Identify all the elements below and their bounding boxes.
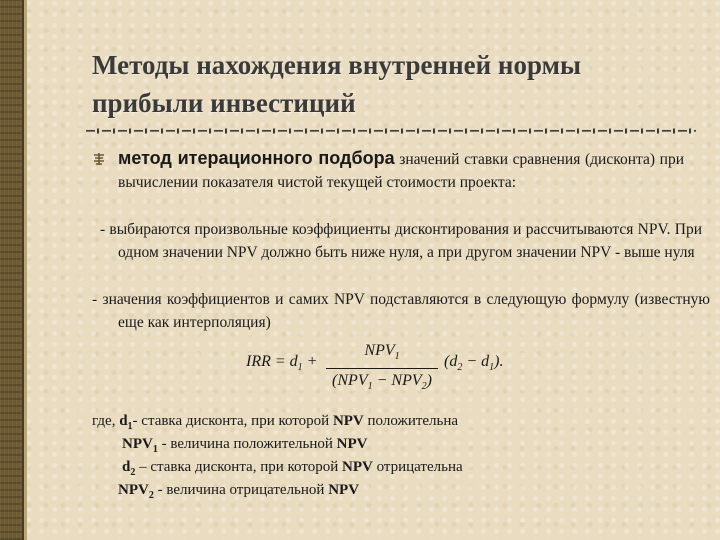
divider-tick: [225, 129, 227, 134]
divider-tick: [625, 129, 627, 134]
divider-tick: [337, 129, 339, 134]
divider-tick: [145, 129, 147, 134]
divider-tick: [481, 129, 483, 134]
divider-dash: [678, 130, 687, 132]
divider-tick: [657, 129, 659, 134]
divider-dash: [454, 130, 463, 132]
divider-dash: [310, 130, 319, 132]
divider-dash: [630, 130, 639, 132]
divider-tick: [465, 129, 467, 134]
bullet-lead: метод итерационного подбора: [118, 148, 395, 168]
divider-dash: [166, 130, 175, 132]
divider-tick: [593, 129, 595, 134]
legend-line-3: $d_2$ – ставка дисконта, при которой NPV отрицательна: [122, 459, 463, 478]
divider-dash: [582, 130, 591, 132]
legend-line-1: где, $d_1-$ ставка дисконта, при которой NPV положительна: [92, 413, 459, 432]
divider-tick: [369, 129, 371, 134]
divider-dash: [374, 130, 383, 132]
formula-fraction: [326, 340, 438, 399]
dash-item-2: [92, 288, 710, 334]
divider-dash: [534, 130, 543, 132]
divider-dash: [230, 130, 239, 132]
divider-tick: [193, 129, 195, 134]
divider-dash: [102, 130, 111, 132]
divider-dash: [214, 130, 223, 132]
divider-tick: [673, 129, 675, 134]
divider-dash: [406, 130, 415, 132]
divider-tick: [545, 129, 547, 134]
title-line-1: Методы нахождения внутренней нормы: [92, 50, 582, 80]
divider-dash: [118, 130, 127, 132]
divider-tick: [257, 129, 259, 134]
divider-tick: [497, 129, 499, 134]
divider-dash: [182, 130, 191, 132]
divider-tick: [529, 129, 531, 134]
divider-tick: [321, 129, 323, 134]
formula-lhs: IRR = $d_1$ +: [246, 353, 318, 374]
divider-tick: [577, 129, 579, 134]
divider-tick: [289, 129, 291, 134]
formula-rhs: $(d_2 - d_1)$.: [444, 353, 504, 374]
legend-line-2: $NPV_1$ - величина положительной NPV: [122, 436, 368, 455]
dash-item-1: [100, 218, 702, 264]
divider-dash: [86, 130, 95, 132]
divider-dash: [422, 130, 431, 132]
divider-dash: [486, 130, 495, 132]
title-line-2: прибыли инвестиций: [92, 88, 356, 118]
dash-item-1-text: - выбираются произвольные коэффициенты дисконтирования и рассчитываются NPV. При одном значении NPV должно быть ниже нуля, а при другом значении NPV - выше нуля: [100, 221, 702, 261]
legend-line-4: $NPV_2$ - величина отрицательной NPV: [118, 482, 360, 501]
tree-bullet-icon: [92, 152, 106, 166]
divider-tick: [641, 129, 643, 134]
divider-dash: [150, 130, 159, 132]
formula-numerator: $NPV_1$: [364, 342, 400, 363]
divider-tick: [609, 129, 611, 134]
divider-tick: [385, 129, 387, 134]
divider-dash: [694, 130, 696, 132]
divider-dash: [278, 130, 287, 132]
divider-dash: [262, 130, 271, 132]
divider-dash: [358, 130, 367, 132]
divider-tick: [353, 129, 355, 134]
divider-tick: [417, 129, 419, 134]
divider-dash: [294, 130, 303, 132]
divider-dash: [390, 130, 399, 132]
decorative-left-bar: [0, 0, 24, 540]
divider-tick: [273, 129, 275, 134]
divider-tick: [433, 129, 435, 134]
divider-tick: [113, 129, 115, 134]
irr-formula: [246, 340, 526, 392]
divider-tick: [177, 129, 179, 134]
divider-dash: [342, 130, 351, 132]
divider-dash: [646, 130, 655, 132]
divider-dash: [614, 130, 623, 132]
divider-dash: [502, 130, 511, 132]
divider-tick: [513, 129, 515, 134]
divider-tick: [449, 129, 451, 134]
divider-tick: [97, 129, 99, 134]
dash-item-2-text: - значения коэффициентов и самих NPV подставляются в следующую формулу (известную еще как интерполяция): [92, 291, 710, 331]
bullet-rest: значений ставки сравнения (дисконта) при вычислении показателя чистой текущей стоимости проекта:: [118, 151, 684, 191]
divider-dash: [470, 130, 479, 132]
divider-tick: [689, 129, 691, 134]
slide-title: [92, 46, 692, 122]
divider-dash: [566, 130, 575, 132]
divider-dash: [246, 130, 255, 132]
divider-dash: [326, 130, 335, 132]
bullet-paragraph: [118, 147, 684, 194]
divider-dash: [598, 130, 607, 132]
divider-dash: [134, 130, 143, 132]
divider-tick: [561, 129, 563, 134]
divider-dash: [518, 130, 527, 132]
divider-dash: [198, 130, 207, 132]
divider-dash: [662, 130, 671, 132]
divider-tick: [401, 129, 403, 134]
divider-tick: [129, 129, 131, 134]
divider-dash: [438, 130, 447, 132]
left-bar-edge: [24, 0, 27, 540]
divider-tick: [241, 129, 243, 134]
title-divider: [86, 127, 696, 135]
divider-dash: [550, 130, 559, 132]
divider-tick: [209, 129, 211, 134]
divider-tick: [305, 129, 307, 134]
divider-tick: [161, 129, 163, 134]
formula-denominator: $(NPV_1 - NPV_2)$: [332, 372, 432, 393]
